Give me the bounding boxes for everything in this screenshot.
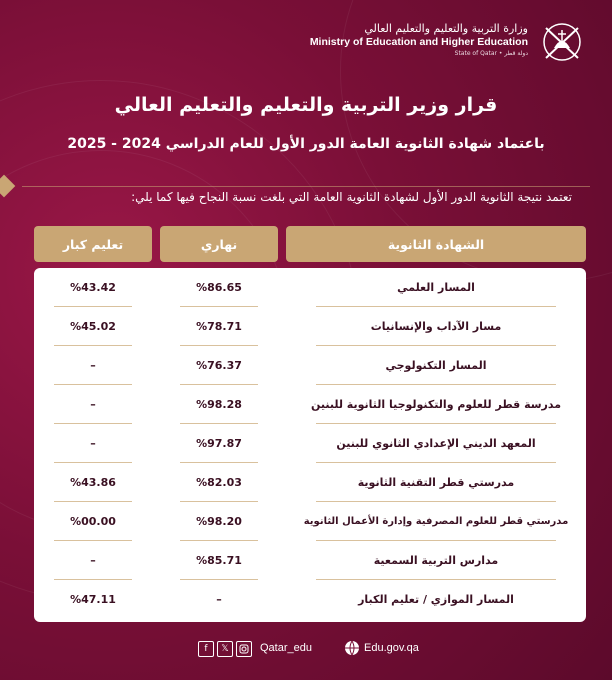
facebook-icon[interactable]: f xyxy=(198,641,214,657)
state-label: State of Qatar • دولة قطر xyxy=(454,50,528,57)
table-row xyxy=(34,346,586,385)
table-row xyxy=(34,580,586,619)
table-row xyxy=(34,541,586,580)
row-adult-rate: %45.02 xyxy=(70,320,116,333)
row-adult-rate: %43.86 xyxy=(70,476,116,489)
row-day-rate: – xyxy=(216,593,222,606)
row-adult-rate: %00.00 xyxy=(70,515,116,528)
instagram-icon[interactable] xyxy=(236,641,252,657)
column-header-adult-label: تعليم كبار xyxy=(62,236,124,252)
row-certificate-name: المسار الموازي / تعليم الكبار xyxy=(358,593,514,606)
row-adult-rate: %43.42 xyxy=(70,281,116,294)
row-day-rate: %78.71 xyxy=(196,320,242,333)
ministry-header xyxy=(20,18,592,68)
ministry-name-arabic: وزارة التربية والتعليم والتعليم العالي xyxy=(364,22,528,35)
social-handle[interactable]: Qatar_edu xyxy=(260,642,312,654)
row-certificate-name: مدارس التربية السمعية xyxy=(373,554,499,567)
row-day-rate: %85.71 xyxy=(196,554,242,567)
intro-text: تعتمد نتيجة الثانوية الدور الأول لشهادة الثانوية العامة التي بلغت نسبة النجاح فيها كما يلي: xyxy=(131,190,572,204)
row-certificate-name: مسار الآداب والإنسانيات xyxy=(370,320,502,333)
row-adult-rate: – xyxy=(90,554,96,567)
table-row xyxy=(34,463,586,502)
row-day-rate: %98.28 xyxy=(196,398,242,411)
row-adult-rate: %47.11 xyxy=(70,593,116,606)
row-day-rate: %97.87 xyxy=(196,437,242,450)
row-adult-rate: – xyxy=(90,398,96,411)
footer-bar xyxy=(0,640,612,660)
row-certificate-name: مدرستي قطر للعلوم المصرفية وإدارة الأعمال الثانوية xyxy=(303,516,569,527)
page-subtitle: باعتماد شهادة الثانوية العامة الدور الأول للعام الدراسي 2024 - 2025 xyxy=(67,136,545,152)
row-day-rate: %76.37 xyxy=(196,359,242,372)
row-day-rate: %82.03 xyxy=(196,476,242,489)
table-row xyxy=(34,502,586,541)
row-adult-rate: – xyxy=(90,437,96,450)
row-adult-rate: – xyxy=(90,359,96,372)
row-certificate-name: المعهد الديني الإعدادي الثانوي للبنين xyxy=(336,437,536,450)
website-link[interactable]: Edu.gov.qa xyxy=(364,642,419,654)
row-day-rate: %98.20 xyxy=(196,515,242,528)
column-header-day-label: نهاري xyxy=(200,236,238,252)
table-row xyxy=(34,268,586,307)
column-header-day xyxy=(160,226,278,262)
row-day-rate: %86.65 xyxy=(196,281,242,294)
table-row xyxy=(34,424,586,463)
ministry-name-english: Ministry of Education and Higher Education xyxy=(309,36,528,48)
column-header-certificate-label: الشهادة الثانوية xyxy=(387,236,485,252)
column-header-adult xyxy=(34,226,152,262)
row-certificate-name: مدرستي قطر التقنية الثانوية xyxy=(357,476,515,489)
table-row xyxy=(34,385,586,424)
column-header-certificate xyxy=(286,226,586,262)
row-certificate-name: المسار العلمي xyxy=(397,281,475,294)
page-title: قرار وزير التربية والتعليم والتعليم العالي xyxy=(114,94,498,116)
globe-icon xyxy=(344,640,360,656)
gold-divider xyxy=(22,186,590,187)
qatar-emblem-icon xyxy=(536,18,588,68)
row-certificate-name: المسار التكنولوجي xyxy=(385,359,487,372)
table-row xyxy=(34,307,586,346)
results-table xyxy=(34,268,586,622)
x-icon[interactable]: 𝕏 xyxy=(217,641,233,657)
ministry-logo-text xyxy=(310,22,528,58)
row-certificate-name: مدرسة قطر للعلوم والتكنولوجيا الثانوية للبنين xyxy=(310,398,562,411)
